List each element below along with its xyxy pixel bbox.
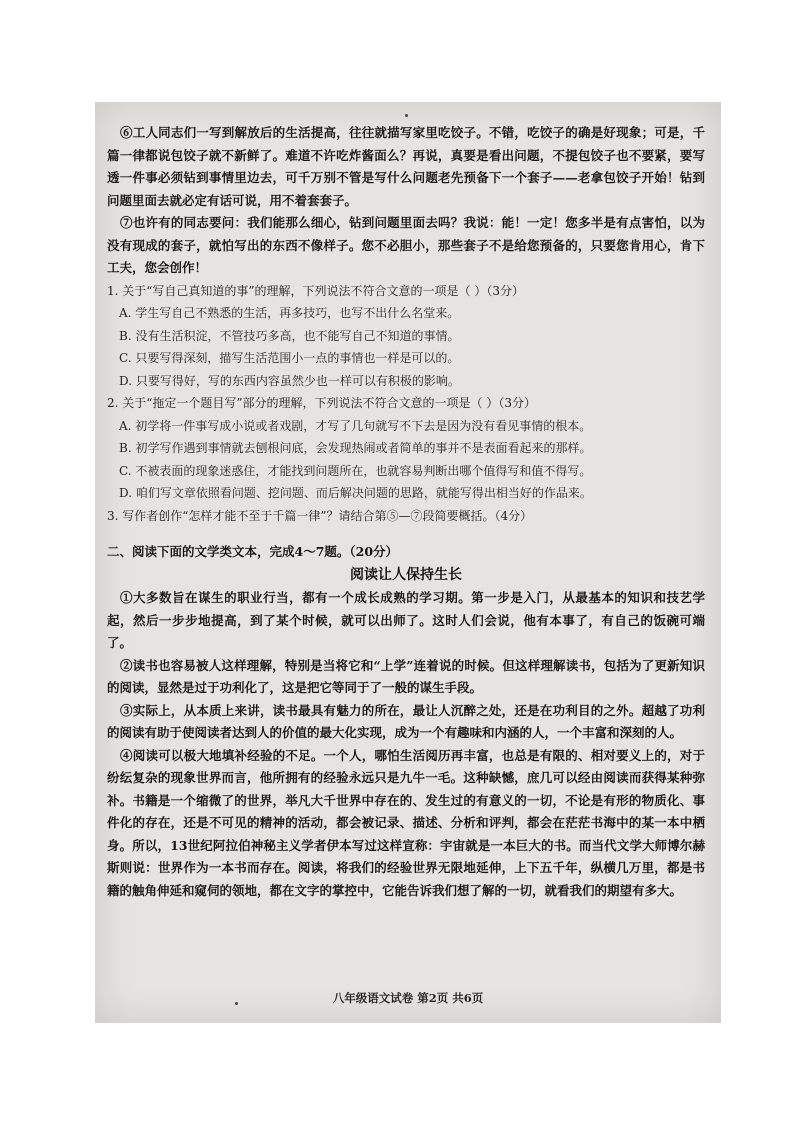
option-d: D. 只要写得好，写的东西内容虽然少也一样可以有积极的影响。 <box>119 373 460 388</box>
scanned-exam-page <box>95 102 721 1023</box>
section-heading: 二、阅读下面的文学类文本，完成4～7题。（20分） <box>107 544 399 559</box>
passage-paragraph-6: ⑥工人同志们一写到解放后的生活提高，往往就描写家里吃饺子。不错，吃饺子的确是好现象；可是，千篇一律都说包饺子就不新鲜了。难道不许吃炸酱面么？再说，真要是看出问题，不提包饺子也不要紧，要写透一件事必须钻到事情里边去，可千万别不管是写什么问题老先预备下一个套子——老拿包饺子开始！钻到问题里面去就必定有话可说，用不着套套子。 <box>107 125 705 208</box>
reading-paragraph-2: ②读书也容易被人这样理解，特别是当将它和“上学”连着说的时候。但这样理解读书，包括为了更新知识的阅读，显然是过于功利化了，这是把它等同于了一般的谋生手段。 <box>107 657 705 695</box>
option-c: C. 只要写得深刻，描写生活范围小一点的事情也一样是可以的。 <box>119 351 460 365</box>
question-stem: 2. 关于“拖定一个题目写”部分的理解，下列说法不符合文意的一项是（ ）（3分） <box>107 396 536 410</box>
page-content <box>107 122 705 902</box>
speck <box>405 114 408 117</box>
option-a: A. 学生写自己不熟悉的生活，再多技巧，也写不出什么名堂来。 <box>119 306 460 320</box>
option-b: B. 初学写作遇到事情就去刨根问底，会发现热闹或者简单的事并不是表面看起来的那样。 <box>119 441 592 455</box>
question-1 <box>107 280 705 393</box>
option-c: C. 不被表面的现象迷惑住，才能找到问题所在，也就容易判断出哪个值得写和值不得写。 <box>119 463 592 478</box>
question-2 <box>107 392 705 505</box>
speck <box>235 1002 238 1005</box>
page-footer: 八年级语文试卷 第2页 共6页 <box>332 991 484 1005</box>
passage-paragraph-7: ⑦也许有的同志要问：我们能那么细心，钻到问题里面去吗？我说：能！一定！您多半是有点害怕，以为没有现成的套子，就怕写出的东西不像样子。您不必胆小，那些套子不是给您预备的，只要您肯用心，肯下工夫，您会创作！ <box>107 215 705 275</box>
question-stem: 1. 关于“写自己真知道的事”的理解，下列说法不符合文意的一项是（ ）（3分） <box>107 283 524 298</box>
reading-paragraph-4: ④阅读可以极大地填补经验的不足。一个人，哪怕生活阅历再丰富，也总是有限的、相对要义上的，对于纷纭复杂的现象世界而言，他所拥有的经验永远只是九牛一毛。这种缺憾，庶几可以经由阅读而获得某种弥补。书籍是一个缩微了的世界，举凡大千世界中存在的、发生过的有意义的一切，不论是有形的物质化、事件化的存在，还是不可见的精神的活动，都会被记录、描述、分析和评判，都会在茫茫书海中的某一本中栖身。所以，13世纪阿拉伯神秘主义学者伊本写过这样宣称：宇宙就是一本巨大的书。而当代文学大师博尔赫斯则说：世界作为一本书而存在。阅读，将我们的经验世界无限地延伸，上下五千年，纵横几万里，都是书籍的触角伸延和窥伺的领地，都在文字的掌控中，它能告诉我们想了解的一切，就看我们的期望有多大。 <box>107 747 705 898</box>
option-a: A. 初学将一件事写成小说或者戏剧，才写了几句就写不下去是因为没有看见事情的根本。 <box>119 418 592 433</box>
passage-title: 阅读让人保持生长 <box>350 567 462 583</box>
reading-paragraph-3: ③实际上，从本质上来讲，读书最具有魅力的所在，最让人沉醉之处，还是在功利目的之外。超越了功利的阅读有助于使阅读者达到人的价值的最大化实现，成为一个有趣味和内涵的人，一个丰富和深刻的人。 <box>107 702 705 740</box>
question-stem: 3. 写作者创作“怎样才能不至于千篇一律”？请结合第⑤—⑦段简要概括。（4分） <box>107 508 533 523</box>
question-3 <box>107 505 705 528</box>
reading-paragraph-1: ①大多数旨在谋生的职业行当，都有一个成长成熟的学习期。第一步是入门，从最基本的知识和技艺学起，然后一步步地提高，到了某个时候，就可以出师了。这时人们会说，他有本事了，有自己的饭碗可端了。 <box>107 590 705 650</box>
option-d: D. 咱们写文章依照看问题、挖问题、而后解决问题的思路，就能写得出相当好的作品来。 <box>119 486 592 500</box>
option-b: B. 没有生活积淀，不管技巧多高，也不能写自己不知道的事情。 <box>119 328 460 343</box>
